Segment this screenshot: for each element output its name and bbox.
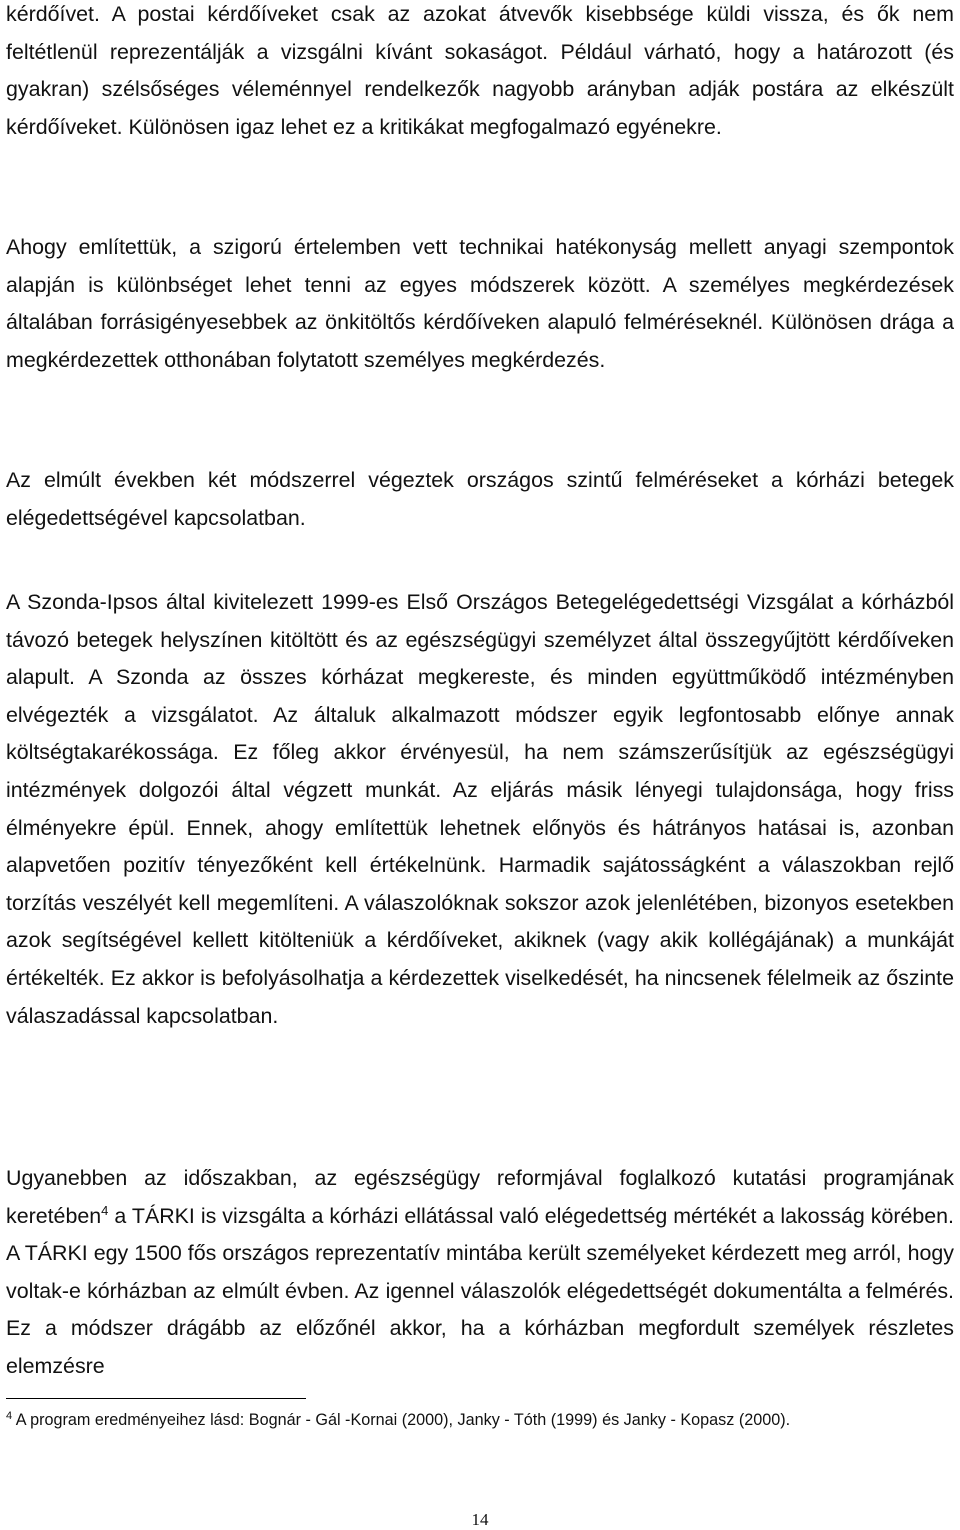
paragraph-tarki-survey (6, 1160, 954, 1386)
footnote-reference[interactable]: 4 (101, 1202, 109, 1218)
tarki-text-before-ref: Ugyanebben az időszakban, az egészségügy reformjával foglalkozó kutatási programjának keretében (6, 1166, 954, 1228)
footnote (6, 1408, 954, 1433)
tarki-text-after-ref: a TÁRKI is vizsgálta a kórházi ellátással való elégedettség mértékét a lakosság körében. A TÁRKI egy 1500 fős országos reprezentatív mintába került személyeket kérdezett meg arról, hogy voltak-e kórházban az elmúlt évben. Az igennel válaszolók elégedettségét dokumentálta a felmérés. Ez a módszer drágább az előzőnél akkor, ha a kórházban megfordult személyek részletes elemzésre (6, 1203, 954, 1378)
paragraph-national-surveys: Az elmúlt években két módszerrel végeztek országos szintű felméréseket a kórházi betegek elégedettségével kapcsolatban. (6, 468, 954, 530)
page-number: 14 (471, 1510, 489, 1529)
paragraph-cost-considerations: Ahogy említettük, a szigorú értelemben vett technikai hatékonyság mellett anyagi szempontok alapján is különbséget lehet tenni az egyes módszerek között. A személyes megkérdezések általában forrásigényesebbek az önkitöltős kérdőíveken alapuló felméréseknél. Különösen drága a megkérdezettek otthonában folytatott személyes megkérdezés. (6, 235, 954, 372)
footnote-text: A program eredményeihez lásd: Bognár - Gál -Kornai (2000), Janky - Tóth (1999) és Janky - Kopasz (2000). (15, 1411, 791, 1429)
paragraph-szonda-ipsos-survey: A Szonda-Ipsos által kivitelezett 1999-es Első Országos Betegelégedettségi Vizsgálat a kórházból távozó betegek helyszínen kitöltött és az egészségügyi személyzet által összegyűjtött kérdőíveken alapult. A Szonda az összes kórházat megkereste, és minden együttműködő intézményben elvégezték a vizsgálatot. Az általuk alkalmazott módszer egyik legfontosabb előnye annak költségtakarékossága. Ez főleg akkor érvényesül, ha nem számszerűsítjük az egészségügyi intézmények dolgozói által végzett munkát. Az eljárás másik lényegi tulajdonsága, hogy friss élményekre épül. Ennek, ahogy említettük lehetnek előnyös és hátrányos hatásai is, azonban alapvetően pozitív tényezőként kell értékelnünk. Harmadik sajátosságként a válaszokban rejlő torzítás veszélyét kell megemlíteni. A válaszolóknak sokszor azok jelenlétében, bizonyos esetekben azok segítségével kellett kitölteniük a kérdőíveket, akiknek (vagy akik kollégájának) a munkáját értékelték. Ez akkor is befolyásolhatja a kérdezettek viselkedését, ha nincsenek félelmeik az őszinte válaszadással kapcsolatban. (6, 590, 954, 1028)
footnote-separator (6, 1398, 306, 1399)
footnote-marker: 4 (6, 1410, 13, 1422)
paragraph-postal-questionnaires: kérdőívet. A postai kérdőíveket csak az azokat átvevők kisebbsége küldi vissza, és ők nem feltétlenül reprezentálják a vizsgálni kívánt sokaságot. Például várható, hogy a határozott (és gyakran) szélsőséges véleménnyel rendelkezők nagyobb arányban adják postára az elkészült kérdőíveket. Különösen igaz lehet ez a kritikákat megfogalmazó egyénekre. (6, 2, 954, 139)
